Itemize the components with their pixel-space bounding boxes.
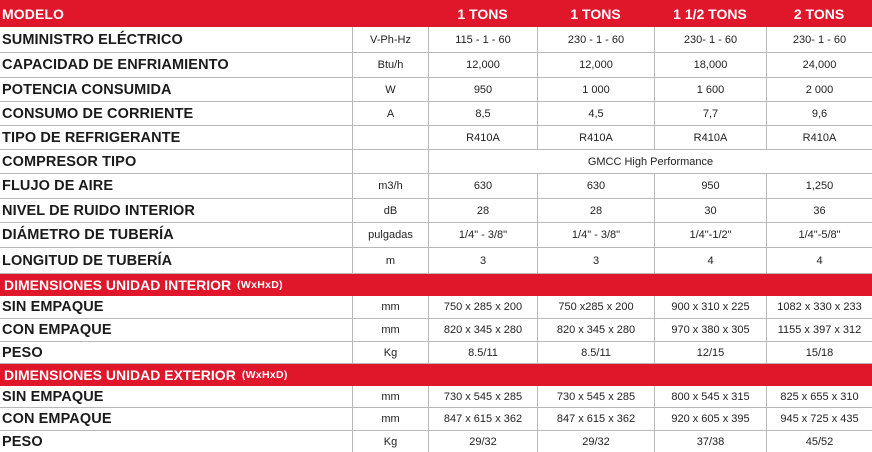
spec-value: 820 x 345 x 280 xyxy=(537,319,654,341)
spec-value: 45/52 xyxy=(766,431,872,452)
spec-unit: mm xyxy=(352,386,428,407)
spec-label: PESO xyxy=(2,433,43,450)
spec-value: 1,250 xyxy=(766,174,872,198)
spec-value: 1/4"-5/8" xyxy=(766,223,872,247)
spec-value: 230- 1 - 60 xyxy=(654,27,766,52)
spec-value: 2 000 xyxy=(766,78,872,101)
spec-label: TIPO DE REFRIGERANTE xyxy=(2,129,181,146)
spec-label: FLUJO DE AIRE xyxy=(2,178,114,194)
spec-value: 24,000 xyxy=(766,53,872,77)
spec-label: COMPRESOR TIPO xyxy=(2,153,137,170)
spec-value: 8.5/11 xyxy=(428,342,537,363)
spec-row xyxy=(0,78,872,102)
spec-unit: pulgadas xyxy=(352,223,428,247)
spec-value: 1/4"-1/2" xyxy=(654,223,766,247)
spec-value: 12/15 xyxy=(654,342,766,363)
spec-value: 8,5 xyxy=(428,102,537,125)
spec-row-compressor xyxy=(0,150,872,174)
spec-unit: mm xyxy=(352,296,428,318)
model-header: 1 TONS xyxy=(457,5,508,22)
spec-label: SIN EMPAQUE xyxy=(2,388,104,405)
spec-value: R410A xyxy=(766,126,872,149)
spec-value: 1 000 xyxy=(537,78,654,101)
spec-value: R410A xyxy=(654,126,766,149)
spec-row xyxy=(0,431,872,452)
spec-value: 950 xyxy=(654,174,766,198)
spec-value: 28 xyxy=(428,199,537,222)
spec-value: 29/32 xyxy=(537,431,654,452)
spec-unit: Kg xyxy=(352,431,428,452)
spec-value: 630 xyxy=(428,174,537,198)
section-header-indoor xyxy=(0,274,872,296)
spec-value: 18,000 xyxy=(654,53,766,77)
spec-value: 825 x 655 x 310 xyxy=(766,386,872,407)
spec-value: 30 xyxy=(654,199,766,222)
spec-label: SUMINISTRO ELÉCTRICO xyxy=(2,31,183,48)
spec-unit: mm xyxy=(352,319,428,341)
spec-value: 1/4" - 3/8" xyxy=(537,223,654,247)
header-label: MODELO xyxy=(2,5,65,22)
spec-value: 800 x 545 x 315 xyxy=(654,386,766,407)
spec-value: 970 x 380 x 305 xyxy=(654,319,766,341)
spec-label: NIVEL DE RUIDO INTERIOR xyxy=(2,202,195,219)
spec-value: 1155 x 397 x 312 xyxy=(766,319,872,341)
model-header: 2 TONS xyxy=(793,5,845,22)
spec-unit: dB xyxy=(352,199,428,222)
spec-value: 750 x 285 x 200 xyxy=(428,296,537,318)
spec-value-span: GMCC High Performance xyxy=(428,150,872,173)
spec-value: 1/4" - 3/8" xyxy=(428,223,537,247)
spec-value: 945 x 725 x 435 xyxy=(766,408,872,430)
spec-value: R410A xyxy=(428,126,537,149)
spec-row xyxy=(0,223,872,248)
header-row xyxy=(0,0,872,27)
spec-label: CAPACIDAD DE ENFRIAMIENTO xyxy=(2,57,229,73)
spec-value: 12,000 xyxy=(428,53,537,77)
spec-value: 847 x 615 x 362 xyxy=(428,408,537,430)
spec-value: 730 x 545 x 285 xyxy=(428,386,537,407)
spec-row xyxy=(0,319,872,342)
spec-row xyxy=(0,174,872,199)
spec-value: 4,5 xyxy=(537,102,654,125)
spec-label: LONGITUD DE TUBERÍA xyxy=(2,252,173,269)
spec-unit: A xyxy=(352,102,428,125)
spec-value: 630 xyxy=(537,174,654,198)
spec-label: CON EMPAQUE xyxy=(2,411,112,427)
spec-value: 3 xyxy=(428,248,537,273)
section-title: DIMENSIONES UNIDAD INTERIOR xyxy=(4,277,232,293)
spec-value: 29/32 xyxy=(428,431,537,452)
spec-value: 847 x 615 x 362 xyxy=(537,408,654,430)
spec-unit: mm xyxy=(352,408,428,430)
spec-value: 4 xyxy=(654,248,766,273)
spec-row xyxy=(0,408,872,431)
section-suffix: (WxHxD) xyxy=(241,369,288,381)
spec-value: 900 x 310 x 225 xyxy=(654,296,766,318)
spec-row xyxy=(0,102,872,126)
spec-row xyxy=(0,53,872,78)
section-header-outdoor xyxy=(0,364,872,386)
spec-unit: m xyxy=(352,248,428,273)
spec-unit: W xyxy=(352,78,428,101)
model-header: 1 1/2 TONS xyxy=(673,5,747,22)
spec-label: PESO xyxy=(2,344,43,361)
spec-value: 8.5/11 xyxy=(537,342,654,363)
spec-value: 12,000 xyxy=(537,53,654,77)
spec-unit: m3/h xyxy=(352,174,428,198)
spec-row xyxy=(0,126,872,150)
spec-value: 230 - 1 - 60 xyxy=(537,27,654,52)
spec-value: 3 xyxy=(537,248,654,273)
spec-label: SIN EMPAQUE xyxy=(2,299,104,315)
spec-value: 4 xyxy=(766,248,872,273)
spec-row xyxy=(0,199,872,223)
spec-value: 7,7 xyxy=(654,102,766,125)
spec-value: 115 - 1 - 60 xyxy=(428,27,537,52)
spec-value: 730 x 545 x 285 xyxy=(537,386,654,407)
spec-value: 15/18 xyxy=(766,342,872,363)
spec-unit xyxy=(352,126,428,149)
spec-value: 820 x 345 x 280 xyxy=(428,319,537,341)
model-header: 1 TONS xyxy=(570,5,621,22)
spec-value: 1 600 xyxy=(654,78,766,101)
spec-row xyxy=(0,296,872,319)
spec-row xyxy=(0,342,872,364)
spec-value: 950 xyxy=(428,78,537,101)
spec-row xyxy=(0,386,872,408)
spec-row xyxy=(0,27,872,53)
spec-unit xyxy=(352,150,428,173)
spec-value: 920 x 605 x 395 xyxy=(654,408,766,430)
spec-label: CON EMPAQUE xyxy=(2,322,112,338)
spec-value: 28 xyxy=(537,199,654,222)
spec-value: 9,6 xyxy=(766,102,872,125)
spec-label: POTENCIA CONSUMIDA xyxy=(2,81,172,98)
spec-value: 750 x285 x 200 xyxy=(537,296,654,318)
section-title: DIMENSIONES UNIDAD EXTERIOR xyxy=(4,367,236,383)
spec-unit: V-Ph-Hz xyxy=(352,27,428,52)
spec-label: CONSUMO DE CORRIENTE xyxy=(2,105,194,122)
spec-value: 37/38 xyxy=(654,431,766,452)
spec-value: 36 xyxy=(766,199,872,222)
spec-value: R410A xyxy=(537,126,654,149)
spec-value: 1082 x 330 x 233 xyxy=(766,296,872,318)
spec-unit: Btu/h xyxy=(352,53,428,77)
spec-row xyxy=(0,248,872,274)
spec-value: 230- 1 - 60 xyxy=(766,27,872,52)
spec-unit: Kg xyxy=(352,342,428,363)
section-suffix: (WxHxD) xyxy=(237,279,283,291)
spec-label: DIÁMETRO DE TUBERÍA xyxy=(2,227,174,243)
